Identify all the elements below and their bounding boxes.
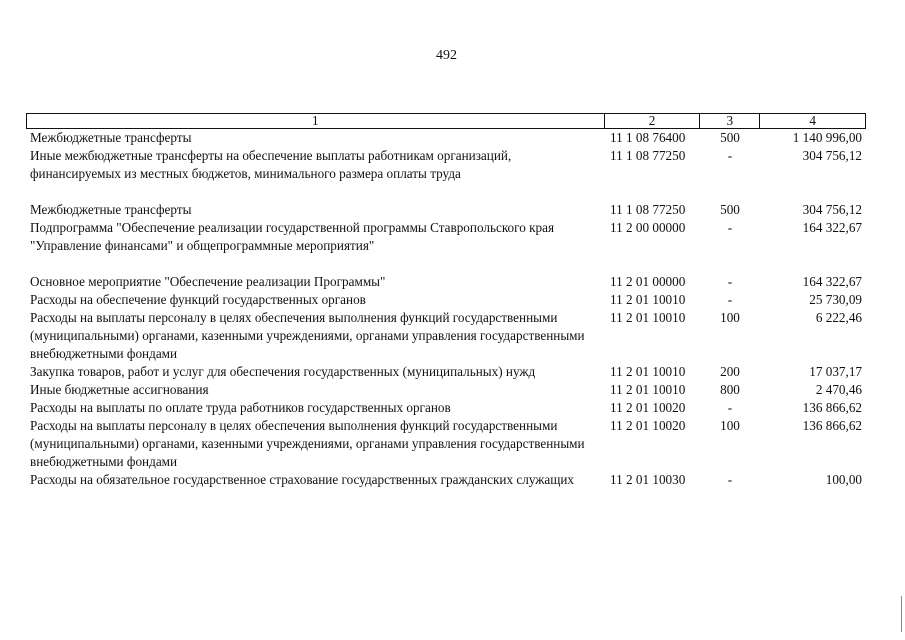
row-amount: 164 322,67: [802, 220, 862, 235]
row-amount: 25 730,09: [809, 292, 862, 307]
row-type: 100: [720, 310, 740, 325]
row-amount: 2 470,46: [815, 382, 862, 397]
row-amount: 304 756,12: [802, 148, 862, 163]
row-type: 500: [720, 202, 740, 217]
table-row: [26, 363, 866, 381]
row-code: 11 2 01 00000: [610, 274, 686, 289]
row-type: 200: [720, 364, 740, 379]
table-row: [26, 291, 866, 309]
header-col-3: 3: [699, 114, 759, 128]
row-name: Основное мероприятие "Обеспечение реализации Программы": [30, 274, 386, 289]
row-code: 11 2 01 10010: [610, 382, 686, 397]
row-code: 11 2 00 00000: [610, 220, 686, 235]
row-name: Расходы на обязательное государственное страхование государственных гражданских служащих: [30, 472, 575, 487]
row-amount: 17 037,17: [809, 364, 862, 379]
table-row: [26, 417, 866, 471]
row-type: -: [727, 220, 733, 235]
header-col-1: 1: [312, 113, 319, 128]
row-type: -: [727, 400, 733, 415]
row-code: 11 2 01 10010: [610, 310, 686, 325]
row-type: -: [727, 148, 733, 163]
row-code: 11 1 08 77250: [610, 202, 686, 217]
row-name: Подпрограмма "Обеспечение реализации государственной программы Ставропольского края "Управление финансами" и общепрограммные мероприятия": [30, 220, 555, 253]
row-name: Расходы на обеспечение функций государственных органов: [30, 292, 366, 307]
row-type: 500: [720, 130, 740, 145]
row-name: Расходы на выплаты персоналу в целях обеспечения выполнения функций государственными (муниципальными) органами, казенными учреждениями, органами управления государственными внебюджетными фондами: [30, 418, 585, 469]
row-amount: 6 222,46: [815, 310, 862, 325]
table-row: [26, 201, 866, 219]
row-code: 11 2 01 10020: [610, 400, 686, 415]
row-amount: 100,00: [825, 472, 862, 487]
row-name: Межбюджетные трансферты: [30, 202, 192, 217]
budget-table: [26, 113, 866, 489]
page-number: 492: [436, 48, 457, 63]
table-header: [26, 113, 866, 129]
row-type: 100: [720, 418, 740, 433]
row-amount: 164 322,67: [802, 274, 862, 289]
row-code: 11 1 08 77250: [610, 148, 686, 163]
table-row: [26, 273, 866, 291]
row-name: Расходы на выплаты персоналу в целях обеспечения выполнения функций государственными (муниципальными) органами, казенными учреждениями, органами управления государственными внебюджетными фондами: [30, 310, 585, 361]
row-amount: 136 866,62: [802, 418, 862, 433]
row-type: 800: [720, 382, 740, 397]
row-code: 11 1 08 76400: [610, 130, 686, 145]
row-name: Межбюджетные трансферты: [30, 130, 192, 145]
row-amount: 1 140 996,00: [792, 130, 862, 145]
row-code: 11 2 01 10010: [610, 292, 686, 307]
row-code: 11 2 01 10020: [610, 418, 686, 433]
table-row: [26, 381, 866, 399]
row-type: -: [727, 472, 733, 487]
table-row: [26, 219, 866, 255]
scan-edge-mark: [901, 596, 902, 632]
table-row: [26, 147, 866, 183]
table-row: [26, 471, 866, 489]
row-type: -: [727, 274, 733, 289]
table-row: [26, 309, 866, 363]
row-name: Иные межбюджетные трансферты на обеспечение выплаты работникам организаций, финансируемых из местных бюджетов, минимального размера оплаты труда: [30, 148, 512, 181]
row-spacer: [26, 255, 866, 273]
row-code: 11 2 01 10010: [610, 364, 686, 379]
row-amount: 136 866,62: [802, 400, 862, 415]
row-name: Иные бюджетные ассигнования: [30, 382, 209, 397]
row-code: 11 2 01 10030: [610, 472, 686, 487]
row-spacer: [26, 183, 866, 201]
row-type: -: [727, 292, 733, 307]
row-name: Расходы на выплаты по оплате труда работников государственных органов: [30, 400, 451, 415]
table-row: [26, 129, 866, 147]
row-name: Закупка товаров, работ и услуг для обеспечения государственных (муниципальных) нужд: [30, 364, 536, 379]
header-col-2: 2: [604, 114, 700, 128]
row-amount: 304 756,12: [802, 202, 862, 217]
table-row: [26, 399, 866, 417]
header-col-4: 4: [759, 114, 865, 128]
